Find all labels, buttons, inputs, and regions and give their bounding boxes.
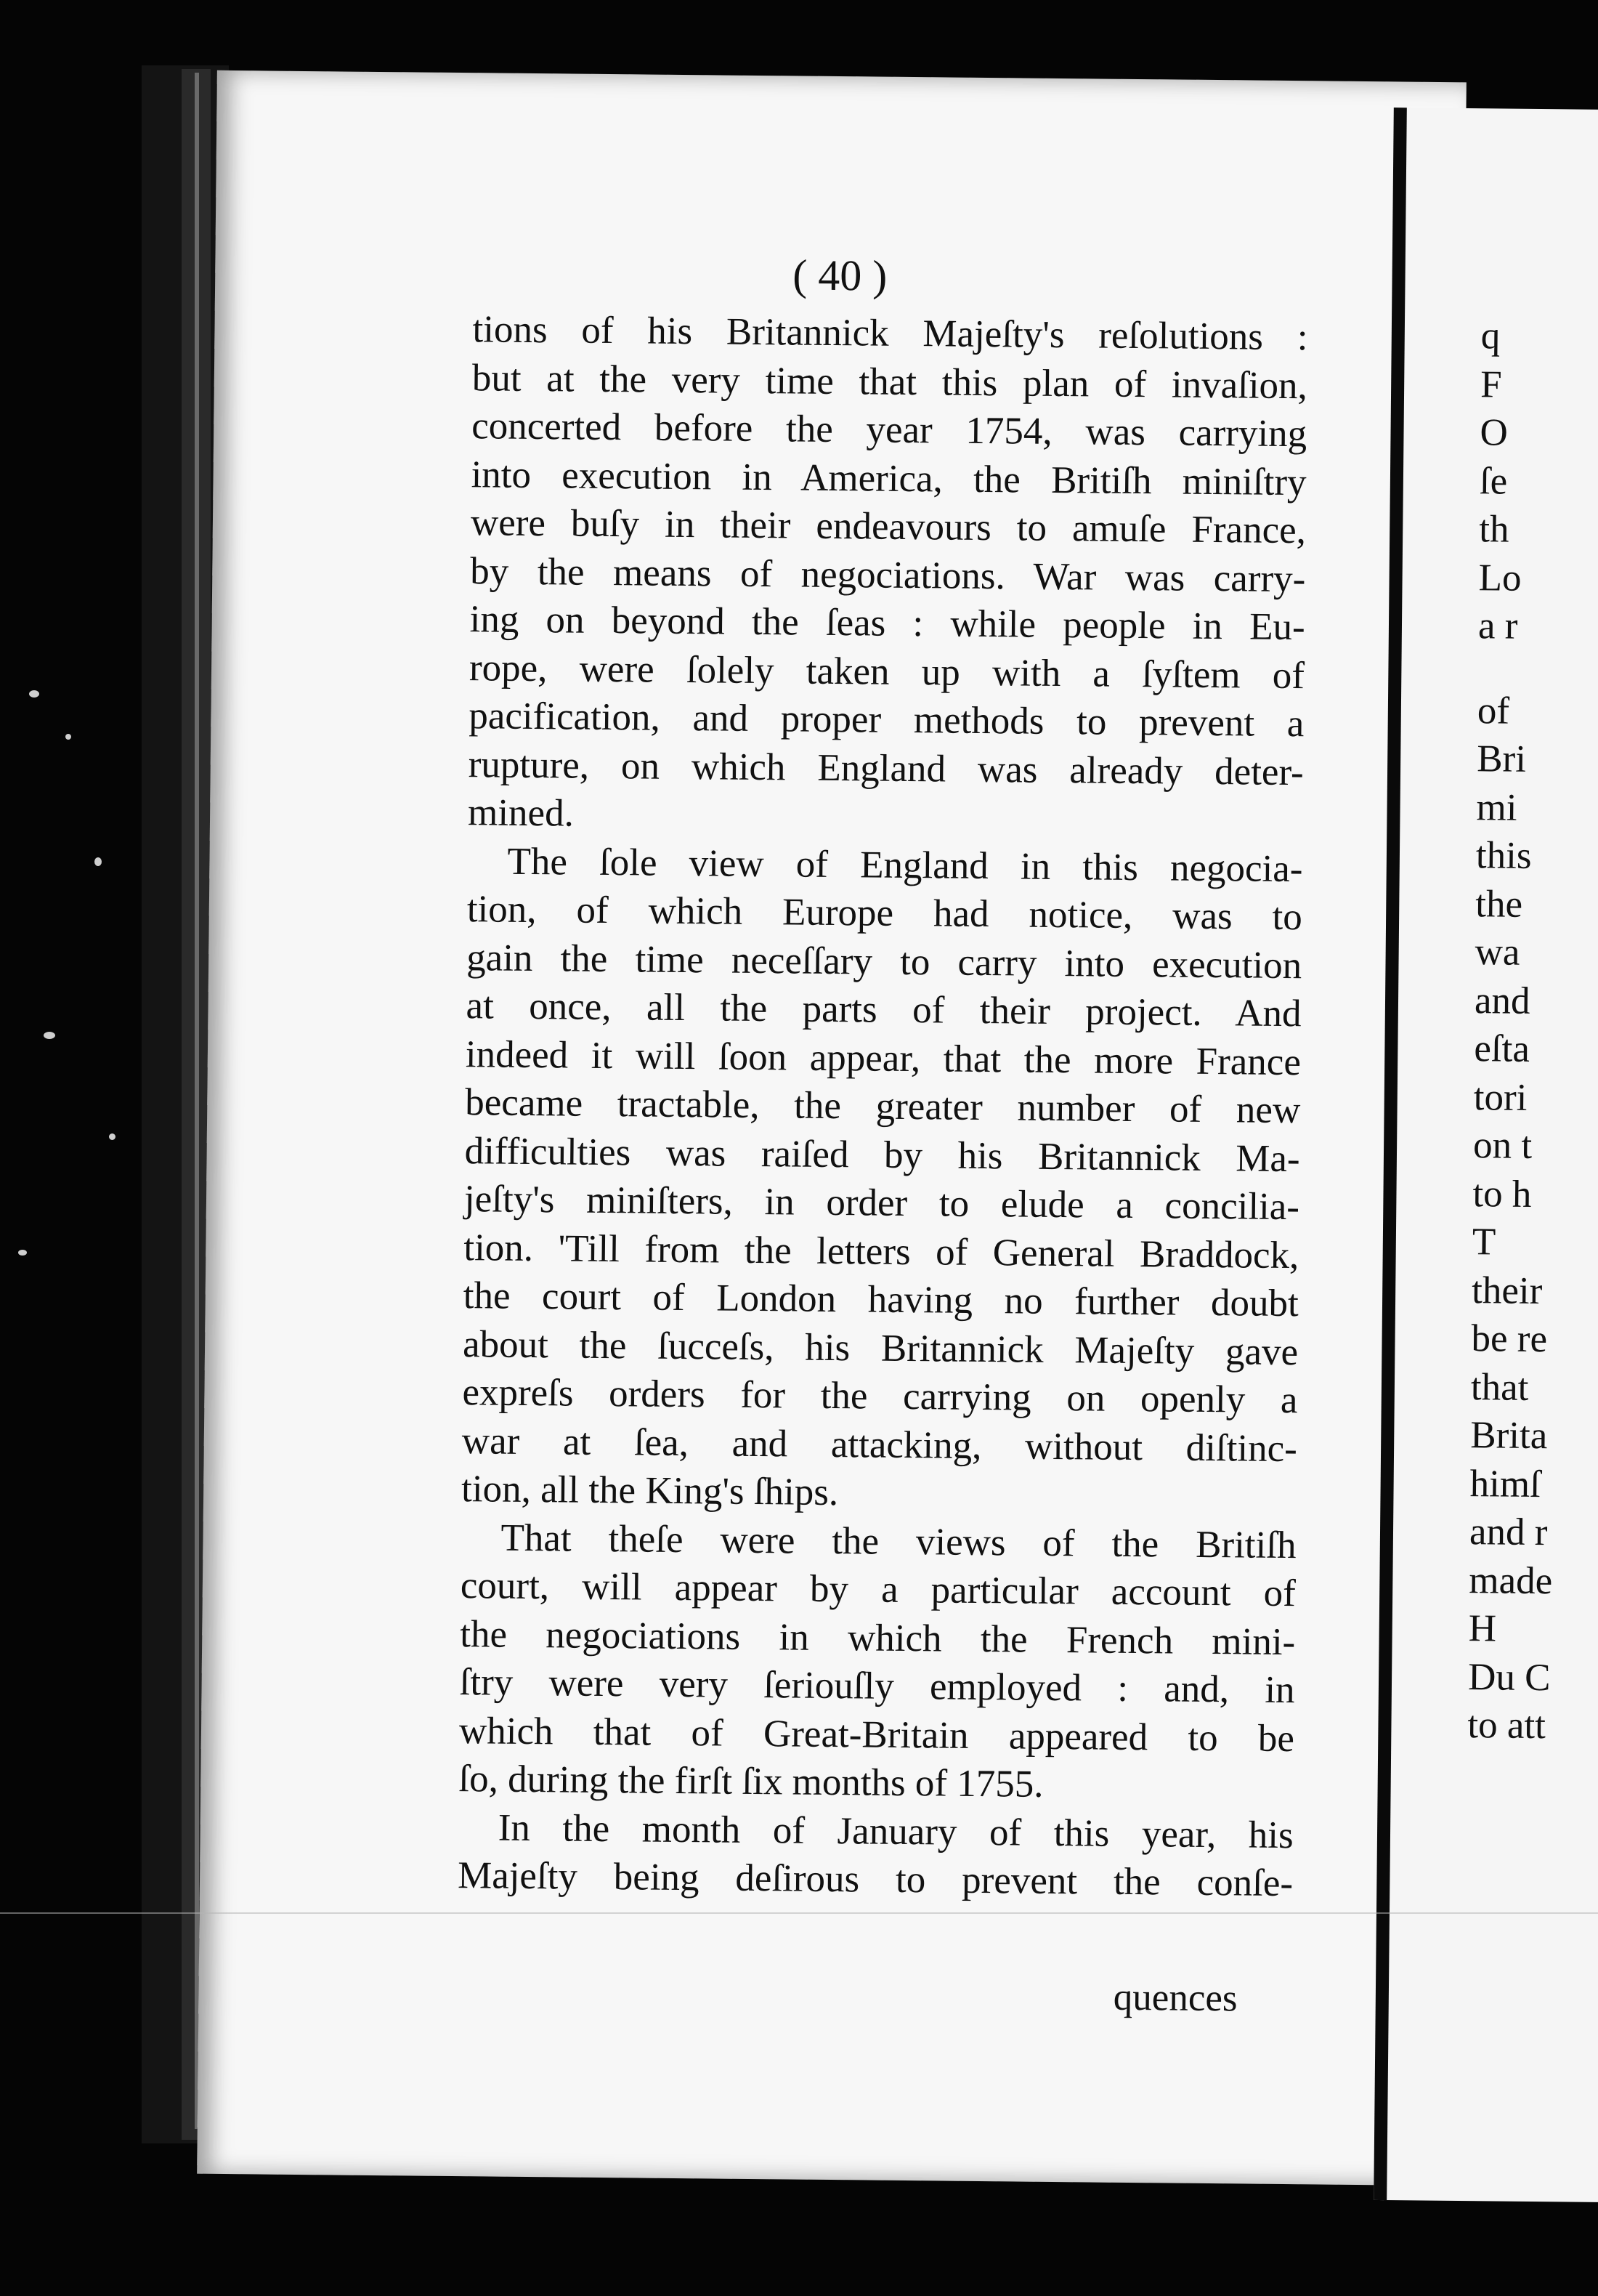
text-line: gain the time neceſſary to carry into execution <box>466 936 1302 987</box>
text-line: tion, all the King's ſhips. <box>461 1468 839 1514</box>
text-fragment: that <box>1470 1365 1529 1409</box>
text-line: about the ſucceſs, his Britannick Majeſty gave <box>462 1322 1299 1373</box>
text-line: tions of his Britannick Majeſty's reſolutions : <box>472 308 1308 359</box>
dust-speck <box>44 1032 55 1039</box>
left-page <box>197 70 1467 2186</box>
text-fragment: on t <box>1472 1124 1533 1167</box>
text-fragment: and <box>1474 979 1530 1022</box>
text-fragment: Bri <box>1476 737 1527 780</box>
text-line: indeed it will ſoon appear, that the more France <box>465 1032 1302 1083</box>
text-fragment: H <box>1468 1607 1497 1650</box>
right-page <box>1374 108 1598 2203</box>
text-line: ſtry were very ſeriouſly employed : and, in <box>459 1661 1295 1712</box>
text-line: In the month of January of this year, his <box>498 1806 1294 1856</box>
text-line: into execution in America, the Britiſh miniſtry <box>471 453 1307 504</box>
text-fragment: O <box>1480 411 1509 454</box>
dust-speck <box>18 1250 27 1256</box>
text-fragment: F <box>1480 363 1502 406</box>
text-fragment: this <box>1475 834 1532 877</box>
catchword: quences <box>1113 1976 1238 2020</box>
text-line: Majeſty being deſirous to prevent the conſe- <box>457 1854 1294 1905</box>
text-fragment: be re <box>1471 1317 1548 1361</box>
text-line: concerted before the year 1754, was carrying <box>471 405 1307 456</box>
text-line: The ſole view of England in this negocia- <box>507 840 1303 890</box>
text-line: jeſty's miniſters, in order to elude a concilia- <box>463 1178 1300 1229</box>
dust-speck <box>29 690 39 698</box>
text-fragment: himſ <box>1469 1462 1541 1505</box>
text-fragment: th <box>1478 508 1509 551</box>
text-fragment: tori <box>1473 1075 1528 1119</box>
text-line: court, will appear by a particular account of <box>460 1564 1297 1615</box>
text-fragment: to att <box>1467 1704 1546 1747</box>
text-line: the negociations in which the French mini- <box>460 1612 1296 1663</box>
text-line: rupture, on which England was already deter- <box>468 743 1305 793</box>
page-edge-stripe <box>195 73 199 2129</box>
right-page-text <box>1467 312 1598 1751</box>
scan-artifact-line <box>0 1912 1598 1914</box>
text-line: pacification, and proper methods to prevent a <box>469 695 1305 745</box>
text-fragment: wa <box>1475 931 1520 974</box>
text-fragment: ſe <box>1479 459 1508 503</box>
text-fragment: T <box>1472 1221 1496 1264</box>
text-fragment: eſta <box>1474 1027 1530 1070</box>
text-line: tion, of which Europe had notice, was to <box>466 888 1303 939</box>
text-line: war at ſea, and attacking, without diſtinc- <box>461 1419 1298 1470</box>
text-line: by the means of negociations. War was carry- <box>470 549 1306 600</box>
text-line: but at the very time that this plan of invaſion, <box>471 356 1308 407</box>
text-fragment: made <box>1469 1559 1553 1602</box>
text-fragment: their <box>1471 1269 1543 1312</box>
dust-speck <box>94 857 102 866</box>
text-line: expreſs orders for the carrying on openly a <box>462 1371 1298 1422</box>
body-text <box>458 305 1308 1907</box>
dust-speck <box>109 1133 115 1140</box>
text-fragment: to h <box>1472 1172 1532 1216</box>
text-line: rope, were ſolely taken up with a ſyſtem of <box>469 646 1305 697</box>
text-fragment: the <box>1475 882 1523 926</box>
text-line: became tractable, the greater number of new <box>465 1081 1301 1132</box>
text-line: mined. <box>467 791 575 835</box>
text-line: tion. 'Till from the letters of General Braddock, <box>463 1226 1299 1277</box>
text-fragment: mi <box>1476 785 1517 829</box>
page-number: ( 40 ) <box>792 251 888 300</box>
text-line: That theſe were the views of the Britiſh <box>500 1516 1297 1567</box>
text-fragment: Lo <box>1478 556 1522 599</box>
text-fragment: of <box>1477 689 1510 732</box>
text-fragment: and r <box>1469 1511 1548 1554</box>
text-fragment: Brita <box>1470 1414 1548 1458</box>
text-line: which that of Great-Britain appeared to be <box>458 1709 1295 1760</box>
text-line: ſo, during the firſt ſix months of 1755. <box>458 1758 1044 1806</box>
text-fragment: q <box>1480 315 1501 357</box>
text-line: ing on beyond the ſeas : while people in Eu- <box>469 598 1305 649</box>
text-line: at once, all the parts of their project. And <box>466 985 1302 1035</box>
text-fragment: Du C <box>1467 1655 1551 1699</box>
dust-speck <box>65 734 71 740</box>
text-line: were buſy in their endeavours to amuſe France, <box>470 501 1307 552</box>
text-line: difficulties was raiſed by his Britannick Ma- <box>464 1129 1300 1180</box>
paragraph-gap <box>1477 650 1598 689</box>
text-line: the court of London having no further doubt <box>463 1274 1299 1325</box>
text-fragment: a r <box>1477 605 1518 647</box>
